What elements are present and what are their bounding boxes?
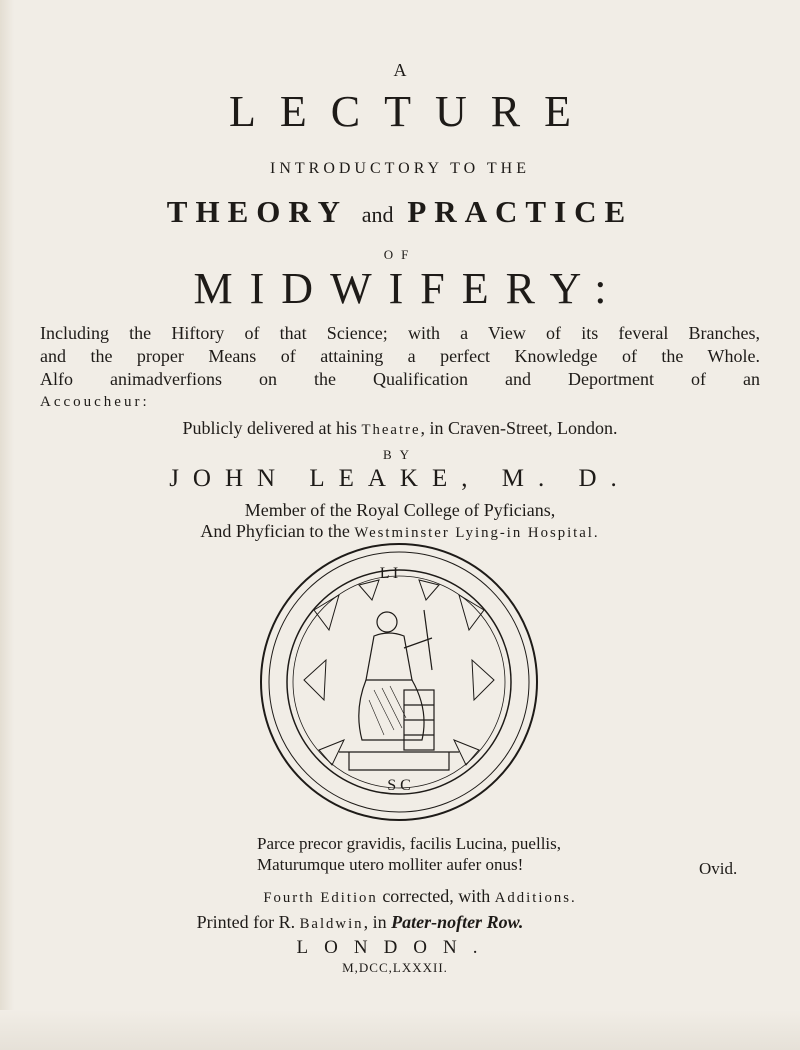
credentials-line-1: Member of the Royal College of Pyficians, <box>244 500 556 520</box>
credentials-line-2 <box>0 521 800 542</box>
additions-word: Additions. <box>494 890 577 906</box>
page-edge-bottom <box>0 1010 800 1050</box>
printer-prefix: Printed for R. <box>196 912 300 932</box>
emblem-bottom-letters: S C <box>387 777 411 794</box>
author-name: JOHN LEAKE, M. D. <box>169 465 631 492</box>
title-of: OF <box>383 247 417 262</box>
article-a: A <box>393 60 407 80</box>
title-introductory: INTRODUCTORY TO THE <box>269 160 530 177</box>
city-london: LONDON. <box>296 937 494 958</box>
epigraph-attribution: Ovid. <box>699 859 738 878</box>
title-lecture: LECTURE <box>229 87 595 136</box>
description-line-3: Alfo animadverfions on the Qualification and Deportment of an <box>40 369 760 389</box>
printer-line <box>0 912 760 933</box>
description-line-4: Accoucheur: <box>40 394 150 410</box>
delivery-venue: Theatre <box>361 422 421 438</box>
edition-middle: corrected, with <box>377 886 495 906</box>
theory-word: THEORY <box>166 194 349 229</box>
edition-line <box>20 886 800 907</box>
publication-date: M,DCC,LXXXII. <box>342 960 448 975</box>
description-line-1: Including the Hiftory of that Science; with a View of its feveral Branches, <box>40 323 760 343</box>
title-theory-practice <box>0 194 800 230</box>
description-line-2: and the proper Means of attaining a perfect Knowledge of the Whole. <box>40 346 760 366</box>
title-midwifery: MIDWIFERY: <box>193 264 624 313</box>
hospital-name: Westminster Lying-in Hospital. <box>354 525 600 541</box>
epigraph-line-1: Parce precor gravidis, facilis Lucina, puellis, <box>257 834 561 853</box>
emblem-top-letters: L I <box>379 565 399 582</box>
practice-word: PRACTICE <box>407 194 634 229</box>
delivery-line <box>0 418 800 439</box>
printer-name: Baldwin <box>299 916 364 932</box>
printer-place: Pater-nofter Row. <box>391 912 524 932</box>
printer-middle: , in <box>363 912 392 932</box>
printer-emblem <box>254 540 544 825</box>
and-word: and <box>361 202 394 227</box>
epigraph-line-2: Maturumque utero molliter aufer onus! <box>257 855 524 874</box>
edition-word: Fourth Edition <box>263 890 378 906</box>
delivery-suffix: , in Craven-Street, London. <box>420 418 618 438</box>
by-word: BY <box>382 447 418 462</box>
credentials-prefix: And Phyfician to the <box>200 521 355 541</box>
delivery-prefix: Publicly delivered at his <box>182 418 362 438</box>
